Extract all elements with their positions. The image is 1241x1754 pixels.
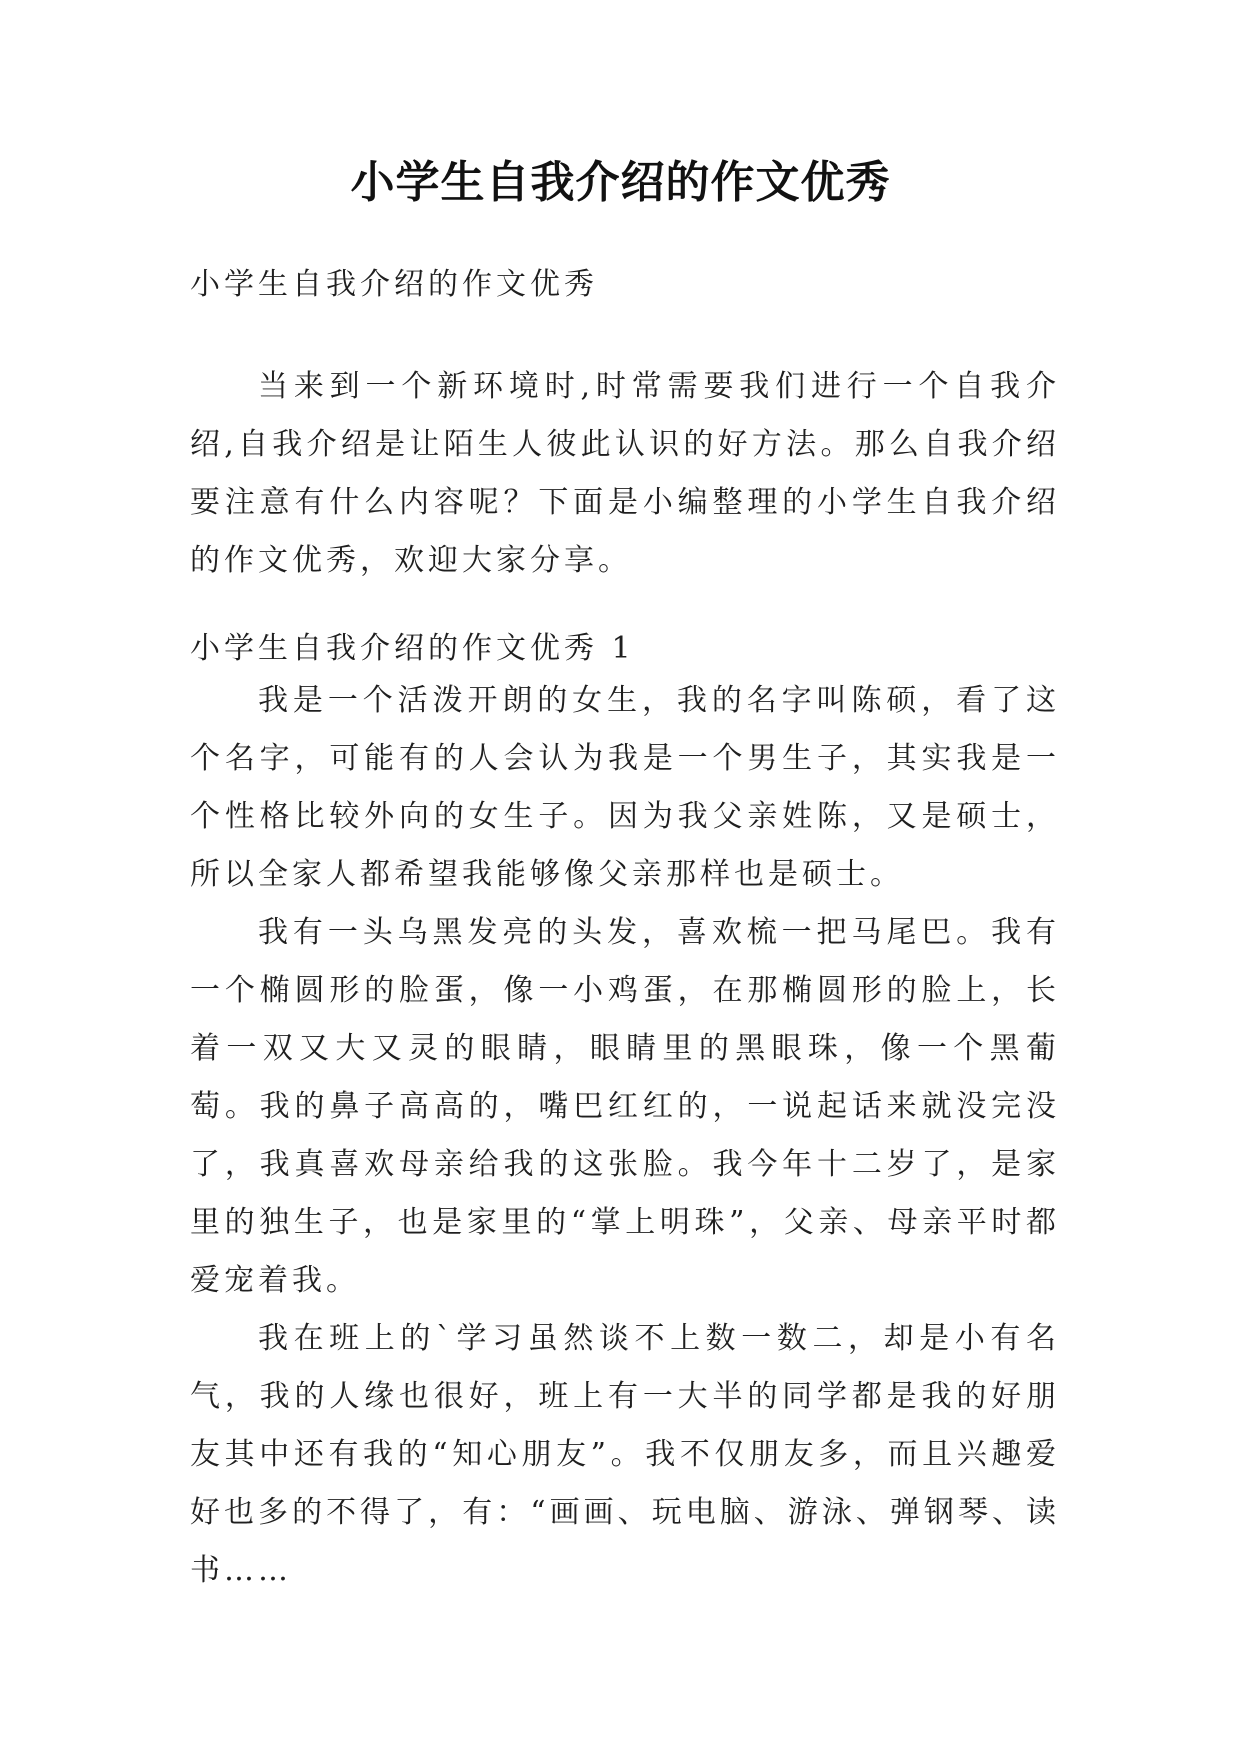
section-heading: 小学生自我介绍的作文优秀 1 bbox=[190, 631, 635, 666]
paragraph-2: 我有一头乌黑发亮的头发，喜欢梳一把马尾巴。我有一个椭圆形的脸蛋，像一小鸡蛋，在那椭圆形的脸上，长着一双又大又灵的眼睛，眼睛里的黑眼珠，像一个黑葡萄。我的鼻子高高的，嘴巴红红的，一说起话来就没完没了，我真喜欢母亲给我的这张脸。我今年十二岁了，是家里的独生子，也是家里的“掌上明珠”，父亲、母亲平时都爱宠着我。 bbox=[190, 915, 1060, 1298]
intro-block bbox=[190, 358, 1060, 590]
document-subtitle: 小学生自我介绍的作文优秀 bbox=[190, 267, 598, 302]
paragraph-3: 我在班上的`学习虽然谈不上数一数二，却是小有名气，我的人缘也很好，班上有一大半的同学都是我的好朋友其中还有我的“知心朋友”。我不仅朋友多，而且兴趣爱好也多的不得了，有：“画画、玩电脑、游泳、弹钢琴、读书…… bbox=[190, 1321, 1060, 1588]
intro-paragraph: 当来到一个新环境时,时常需要我们进行一个自我介绍,自我介绍是让陌生人彼此认识的好方法。那么自我介绍要注意有什么内容呢？下面是小编整理的小学生自我介绍的作文优秀，欢迎大家分享。 bbox=[190, 369, 1060, 578]
paragraph-1: 我是一个活泼开朗的女生，我的名字叫陈硕，看了这个名字，可能有的人会认为我是一个男生子，其实我是一个性格比较外向的女生子。因为我父亲姓陈，又是硕士，所以全家人都希望我能够像父亲那样也是硕士。 bbox=[190, 683, 1060, 892]
section-body bbox=[190, 672, 1060, 1600]
document-title: 小学生自我介绍的作文优秀 bbox=[350, 157, 891, 208]
